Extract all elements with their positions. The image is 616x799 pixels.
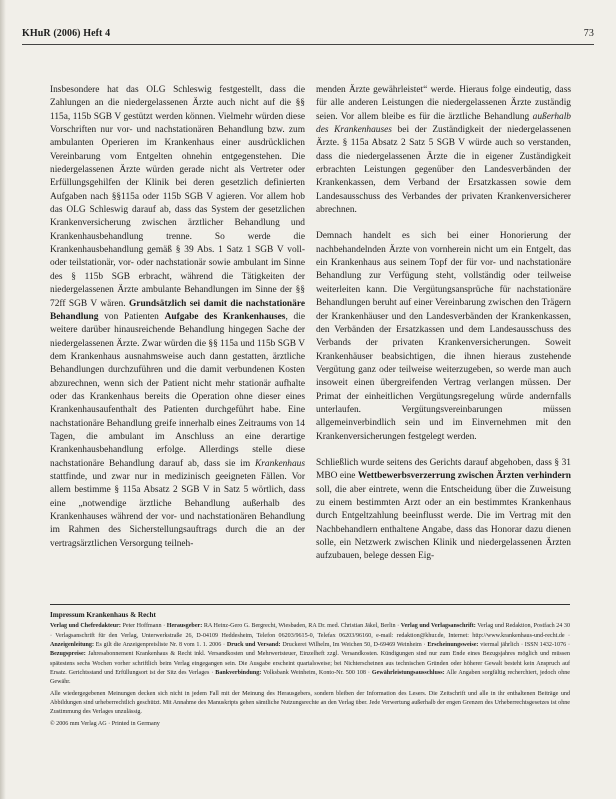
page-header — [22, 28, 594, 42]
text-run: von Patienten — [98, 311, 165, 322]
journal-issue: KHuR (2006) Heft 4 — [22, 28, 111, 39]
bold-text: Herausgeber: — [166, 623, 203, 630]
right-column-paragraph — [316, 457, 571, 564]
impressum-body — [50, 622, 570, 729]
text-run: bei der Zuständigkeit der niedergelassenen Ärzte. § 115a Absatz 2 Satz 5 SGB V würde auch so verstanden, dass die niedergelassenen Ärzte die in eigener Zuständigkeit erbrachten Leistungen gegenüber den Landesverbänden der Krankenkassen, dem Verband der Ersatzkassen sowie dem Landesausschuss des Verbandes der privaten Krankenversicherer abrechnen. — [316, 125, 571, 216]
bold-text: Druck und Versand: — [226, 642, 281, 649]
bold-text: Bankverbindung: — [215, 670, 262, 677]
text-run: Insbesondere hat das OLG Schleswig festgestellt, dass die Zahlungen an die niedergelassenen Ärzte auch nicht auf die §§ 115a, 115b SGB V gestützt werden können. Vielmehr würden diese Vorschriften nur vor- und nachstationären Behandlung bzw. zum ambulanten Operieren im Krankenhaus einer ausdrücklichen Vereinbarung vom Entgelten ohnehin entgegenstehen. Die niedergelassenen Ärzte würden gerade nicht als Vertreter oder Erfüllungsgehilfen der Klinik bei deren gesetzlich definierten Aufgaben nach §§115a oder 115b SGB V agieren. Vor allem hob das OLG Schleswig darauf ab, dass das System der gesetzlichen Krankenversicherung zwischen ärztlicher Behandlung und Krankenhausbehandlung trenne. So werde die Krankenhausbehandlung gemäß § 39 Abs. 1 Satz 1 SGB V voll- oder teilstationär, vor- oder nachstationär sowie ambulant im Sinne des § 115b SGB erbracht, während die Tätigkeiten der niedergelassenen Ärzte ambulante Behandlungen im Sinne der §§ 72ff SGB V wären. — [50, 85, 305, 309]
bold-text: Bezugspreise: — [50, 651, 86, 658]
scan-edge-shadow — [0, 0, 6, 799]
text-run: Jahresabonnement Krankenhaus & Recht inkl. Versandkosten und Mehrwertsteuer, Einzelheft zzgl. Versandkosten. Kündigungen sind nur zum Ende eines Bezugsjahres möglich und müssen spätestens sechs Wochen vorher schriftlich beim Verlag eingegangen sein. Die Ausgabe erscheint quartalsweise; bei Nichterscheinen aus technischen Gründen oder höherer Gewalt besteht kein Anspruch auf Ersatz. Gerichtsstand und Erfüllungsort ist der Sitz des Verlages · — [50, 651, 570, 677]
text-run: Alle wiedergegebenen Meinungen decken sich nicht in jedem Fall mit der Meinung des Herausgebers, sondern bleiben der Information des Lesers. Die Zeitschrift und alle in ihr enthaltenen Beiträge und Abbildungen sind urheberrechtlich geschützt. Mit Annahme des Manuskripts gehen sämtliche Nutzungsrechte an den Verlag über. Jede Verwertung außerhalb der engen Grenzen des Urheberrechtsgesetzes ist ohne Zustimmung des Verlages unzulässig. — [50, 690, 570, 716]
body-column-left — [50, 84, 305, 551]
impressum-paragraph — [50, 622, 570, 687]
right-column-paragraph — [316, 230, 571, 444]
bold-text: Gewährleistungsausschluss: — [371, 670, 445, 677]
text-run: viermal jährlich · ISSN 1432-1076 · — [478, 642, 570, 649]
text-run: RA Heinz-Gero G. Bergrecht, Wiesbaden, RA Dr. med. Christian Jäkel, Berlin · — [202, 623, 401, 630]
bold-text: Grundsätzlich sei damit die nachstationäre Behandlung — [50, 298, 305, 322]
body-column-right — [316, 84, 571, 564]
bold-text: Anzeigenleitung: — [50, 642, 95, 649]
text-run: Peter Hoffmann · — [120, 623, 167, 630]
bold-text: Wettbewerbsverzerrung zwischen Ärzten verhindern — [357, 471, 571, 482]
impressum-paragraph — [50, 720, 570, 729]
italic-text: außerhalb des Krankenhauses — [316, 111, 571, 136]
text-run: Volksbank Weinheim, Konto-Nr. 500 108 · — [261, 670, 372, 677]
text-run: Schließlich wurde seitens des Gerichts darauf abgehoben, dass § 31 MBO eine — [316, 457, 571, 482]
text-run: stattfinde, und zwar nur in medizinisch geeigneten Fällen. Vor allem bestimme § 115a Absatz 2 SGB V in Satz 5 wörtlich, dass eine „notwendige ärztliche Behandlung außerhalb des Krankenhauses während der vor- und nachstationären Behandlung im Rahmen des Sicherstellungsauftrags durch die an der vertragsärztlichen Versorgung teilneh- — [50, 471, 305, 549]
impressum-paragraph — [50, 690, 570, 718]
text-run: , die weitere darüber hinausreichende Behandlung hingegen Sache der niedergelassenen Ärzte. Zwar würden die §§ 115a und 115b SGB V dem Krankenhaus ausnahmsweise auch dann gestatten, ärztliche Behandlungen durchzuführen und die damit verbundenen Kosten abzurechnen, wenn sich der Patient nicht mehr stationär aufhalte oder das Krankenhaus bereits die Operation ohne dieser eines Krankenhausaufenthalt des Patienten durchgeführt habe. Eine nachstationäre Behandlung greife innerhalb eines Zeitraums von 14 Tagen, die ambulant im Anschluss an eine derartige Krankenhausbehandlung erfolge. Allerdings stelle diese nachstationäre Behandlung darauf ab, dass sie im — [50, 311, 305, 469]
text-run: Demnach handelt es sich bei einer Honorierung der nachbehandelnden Ärzte von vornherein nicht um ein Entgelt, das ein Krankenhaus aus seinem Topf der für vor- und nachstationäre Behandlung zur Verfügung steht, vollständig oder teilweise weiterleiten kann. Die Vergütungsansprüche für nachstationäre Behandlungen beruht auf einer Vereinbarung zwischen den Trägern der Krankenhäuser und den Landesverbänden der Krankenkassen, den Verbänden der Ersatzkassen und dem Landesausschuss des Verbands der privaten Krankenversicherungen. Soweit Krankenhäuser beabsichtigen, die ihnen hieraus zustehende Vergütung ganz oder teilweise weiterzugeben, so werde man auch insoweit einen übergreifenden Vertrag verlangen müssen. Der Primat der einheitlichen Vergütungsregelung würde andernfalls unterlaufen. Vergütungsvereinbarungen müssen allgemeinverbindlich sein und im Einvernehmen mit den Krankenversicherungen festgelegt werden. — [316, 231, 571, 442]
text-run: © 2006 mm Verlag AG · Printed in Germany — [50, 720, 160, 727]
impressum-box — [50, 604, 570, 775]
bold-text: Verlag und Chefredakteur: — [50, 623, 121, 630]
left-column-paragraph — [50, 84, 305, 551]
page-number: 73 — [583, 28, 594, 39]
impressum-title: Impressum Krankenhaus & Recht — [50, 611, 156, 619]
text-run: soll, die aber eintrete, wenn die Entscheidung über die Zuweisung zu einem bestimmten Arzt oder an ein bestimmtes Krankenhaus durch Entgeltzahlung beeinflusst werde. Die im Vertrag mit den Nachbehandlern enthaltene Angabe, dass das Honorar dazu dienen solle, ein Netzwerk zwischen Klinik und niedergelassenen Ärzten aufzubauen, belege dessen Eig- — [316, 484, 571, 562]
header-divider — [22, 44, 594, 45]
text-run: Druckerei Wilhelm, Im Weichen 50, D-69469 Weinheim · — [280, 642, 428, 649]
bold-text: Verlag und Verlagsanschrift: — [400, 623, 476, 630]
italic-text: Krankenhaus — [255, 458, 305, 469]
text-run: menden Ärzte gewährleistet“ werde. Hieraus folge eindeutig, dass für alle anderen Leistungen die niedergelassenen Ärzte zuständig seien. Vor allem bleibe es für die ärztliche Behandlung — [316, 85, 571, 122]
text-run: Es gilt die Anzeigenpreisliste Nr. 8 vom 1. 1. 2006 · — [94, 642, 227, 649]
right-column-paragraph — [316, 84, 571, 217]
bold-text: Aufgabe des Krankenhauses — [164, 311, 286, 322]
bold-text: Erscheinungsweise: — [427, 642, 479, 649]
text-run: Verlag und Redaktion, Postfach 24 30 · Verlagsanschrift für den Verlag, Unterwerkstraße 26, D-04109 Heddesheim, Telefon 06203/9615-0, Telefax 06203/96160, e-mail: redaktion@khur.de, Internet: http://www.krankenhaus-und-recht.de · — [50, 623, 570, 639]
text-run: Alle Angaben sorgfältig recherchiert, jedoch ohne Gewähr. — [50, 670, 570, 686]
